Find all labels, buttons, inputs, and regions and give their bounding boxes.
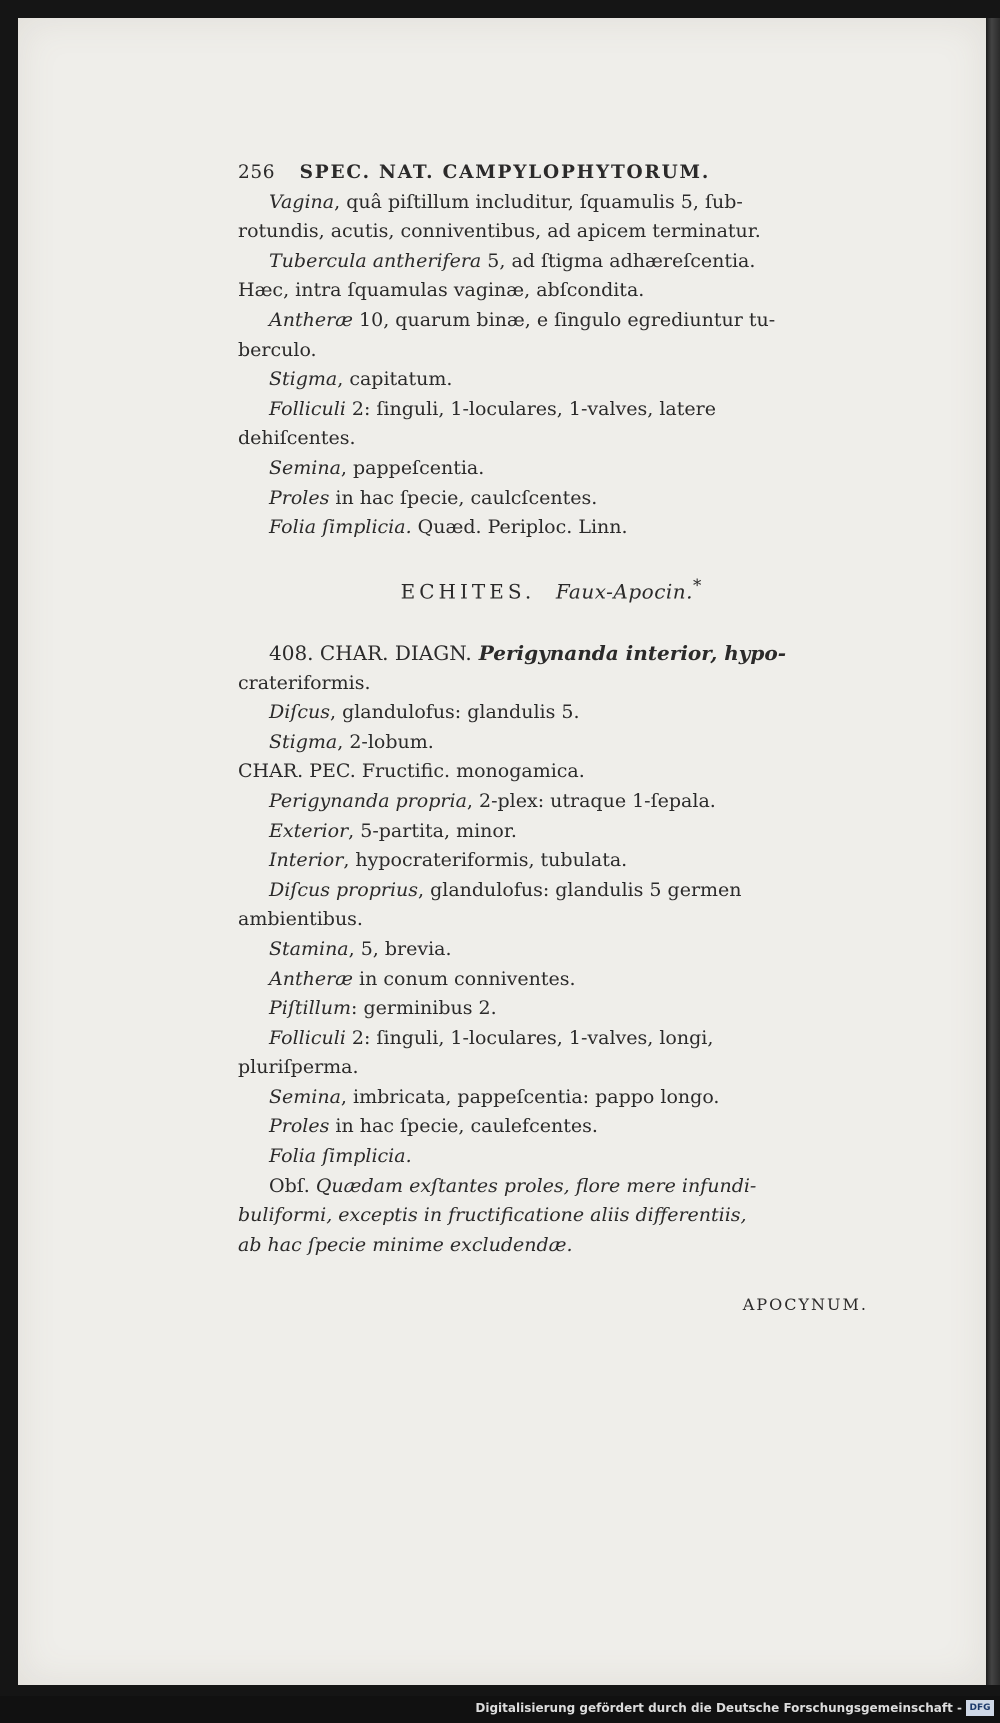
text-line: berculo. <box>238 338 317 361</box>
text-line: Hæc, intra ſquamulas vaginæ, abſcondita. <box>238 279 645 302</box>
text-line: Folliculi 2: ſinguli, 1-loculares, 1-valves, latere <box>269 397 716 420</box>
text-line: Perigynanda propria, 2-plex: utraque 1-ſepala. <box>269 789 716 812</box>
text-line: Interior, hypocrateriformis, tubulata. <box>269 849 628 872</box>
text-line: Folia ſimplicia. <box>269 1145 412 1168</box>
text-line: Proles in hac ſpecie, caulcſcentes. <box>269 486 598 509</box>
running-header <box>238 158 868 188</box>
text-line: Antheræ in conum conniventes. <box>269 967 576 990</box>
text-line: ambientibus. <box>238 908 363 931</box>
digitization-footer <box>0 1696 1000 1723</box>
text-line: dehiſcentes. <box>238 427 356 450</box>
page-text <box>238 158 868 1320</box>
text-line: Vagina, quâ piſtillum includitur, ſquamulis 5, ſub- <box>269 190 743 213</box>
genus-name: ECHITES. <box>400 579 536 604</box>
page-edge <box>986 18 1000 1685</box>
page-number: 256 <box>238 162 276 183</box>
text-line: Folliculi 2: ſinguli, 1-loculares, 1-valves, longi, <box>269 1026 714 1049</box>
text-line: buliformi, exceptis in fructificatione aliis differentiis, <box>238 1204 747 1227</box>
text-line: Tubercula antherifera 5, ad ſtigma adhæreſcentia. <box>269 249 756 272</box>
text-line: CHAR. PEC. Fructific. monogamica. <box>238 760 585 783</box>
text-line: Diſcus proprius, glandulofus: glandulis 5 germen <box>269 878 742 901</box>
footnote-mark: * <box>693 575 706 595</box>
text-line: ab hac ſpecie minime excludendæ. <box>238 1233 573 1256</box>
text-line: Diſcus, glandulofus: glandulis 5. <box>269 701 580 724</box>
text-line: pluriſperma. <box>238 1056 359 1079</box>
section-heading <box>238 571 868 607</box>
text-line: Stigma, capitatum. <box>269 368 453 391</box>
french-name: Faux-Apocin. <box>555 579 694 604</box>
text-line: Proles in hac ſpecie, caulefcentes. <box>269 1115 598 1138</box>
text-line: Antheræ 10, quarum binæ, e ſingulo egrediuntur tu- <box>269 308 776 331</box>
text-line: rotundis, acutis, conniventibus, ad apicem terminatur. <box>238 220 761 243</box>
text-line: Folia ſimplicia. Quæd. Periploc. Linn. <box>269 516 628 539</box>
text-line: Stigma, 2-lobum. <box>269 730 434 753</box>
text-line: Piſtillum: germinibus 2. <box>269 997 497 1020</box>
catchword: APOCYNUM. <box>742 1295 868 1315</box>
text-line: Exterior, 5-partita, minor. <box>269 819 517 842</box>
text-line: Obſ. Quædam exſtantes proles, flore mere infundi- <box>269 1174 757 1197</box>
text-line: crateriformis. <box>238 671 371 694</box>
dfg-logo-icon[interactable]: DFG <box>966 1700 994 1716</box>
text-line: 408. CHAR. DIAGN. Perigynanda interior, hypo- <box>269 640 787 665</box>
text-line: Semina, pappeſcentia. <box>269 456 485 479</box>
running-title: SPEC. NAT. CAMPYLOPHYTORUM. <box>299 162 711 183</box>
footer-text: Digitalisierung gefördert durch die Deutsche Forschungsgemeinschaft - <box>475 1701 962 1715</box>
text-line: Semina, imbricata, pappeſcentia: pappo longo. <box>269 1085 720 1108</box>
text-line: Stamina, 5, brevia. <box>269 937 452 960</box>
